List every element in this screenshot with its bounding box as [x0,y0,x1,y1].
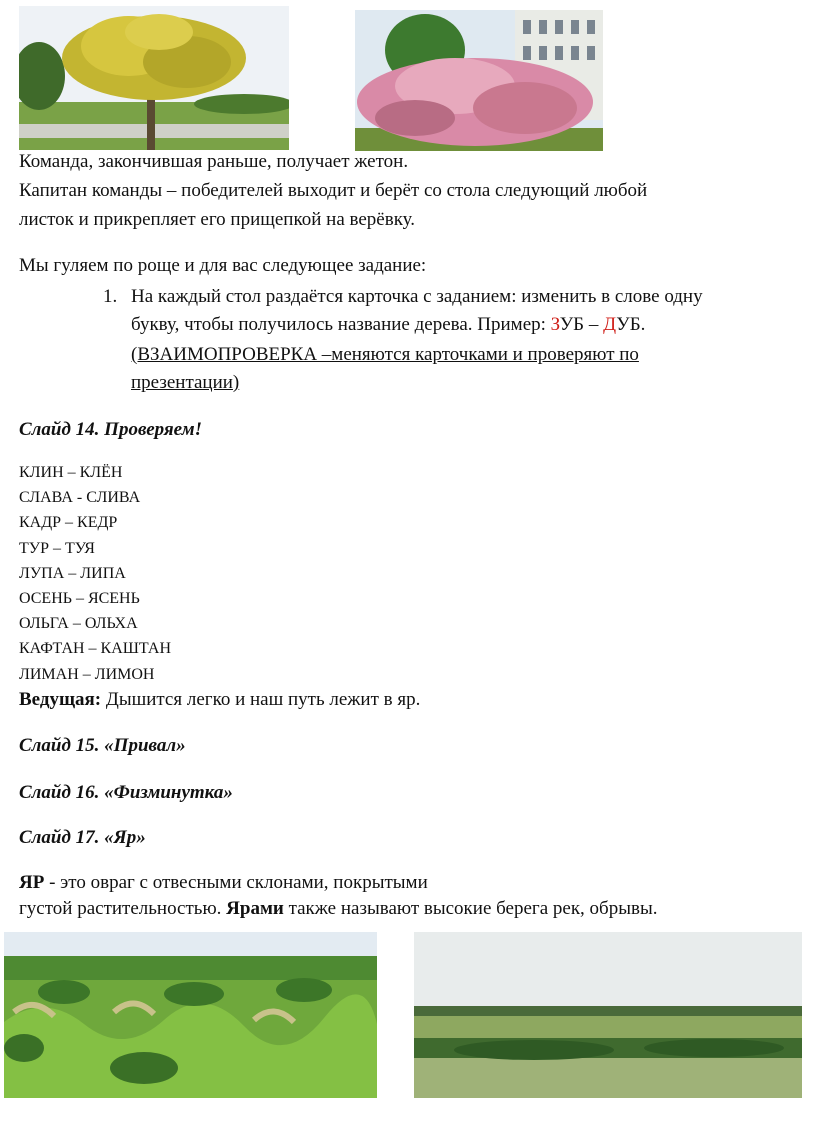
word-pair-item: ЛУПА – ЛИПА [19,564,126,582]
slide-16-heading: Слайд 16. «Физминутка» [19,782,233,803]
yar-definition-line-1 [19,872,428,894]
task-text-line-1: На каждый стол раздаётся карточка с заданием: изменить в слове одну [131,286,703,307]
example-letter-1: З [550,314,560,335]
task-lead: Мы гуляем по роще и для вас следующее задание: [19,255,427,276]
word-pair-item: СЛАВА - СЛИВА [19,489,141,507]
yar-definition-line-2 [19,898,657,920]
yar-definition-2-pre: густой растительностью. [19,898,227,919]
word-pair-item: ОЛЬГА – ОЛЬХА [19,615,138,633]
yar-definition-1: - это овраг с отвесными склонами, покрытыми [44,872,428,893]
yar-term: ЯР [19,872,45,893]
word-pair-item: КЛИН – КЛЁН [19,464,123,481]
host-label: Ведущая: [19,689,102,710]
word-pair-item: ОСЕНЬ – ЯСЕНЬ [19,590,140,607]
yar-term-plural: Ярами [226,898,284,919]
word-pair-item: КАДР – КЕДР [19,514,118,532]
word-pair-item: ТУР – ТУЯ [19,539,95,557]
task-text-line-2 [131,314,645,336]
word-pair-item: ЛИМАН – ЛИМОН [19,665,155,683]
tree-photo-pink [355,10,603,151]
ravine-photo-green [4,932,377,1098]
ravine-photo-steppe [414,932,802,1098]
host-line [19,689,420,711]
slide-14-heading: Слайд 14. Проверяем! [19,419,203,440]
tree-photo-yellow [19,6,289,150]
intro-line-2: Капитан команды – победителей выходит и берёт со стола следующий любой [19,180,648,201]
intro-line-3: листок и прикрепляет его прищепкой на верёвку. [19,209,416,230]
example-word-1-rest: УБ – [559,314,604,335]
yar-definition-2-post: также называют высокие берега рек, обрывы. [283,898,658,919]
example-letter-2: Д [603,314,617,335]
word-pair-item: КАФТАН – КАШТАН [19,640,171,658]
task-text-line-3: (ВЗАИМОПРОВЕРКА –меняются карточками и проверяют по [131,344,639,365]
example-word-2-rest: УБ. [616,314,646,335]
intro-line-1: Команда, закончившая раньше, получает жетон. [19,151,409,172]
task-number: 1. [103,286,118,307]
task-text-line-2-main: букву, чтобы получилось название дерева. Пример: [131,314,551,335]
slide-17-heading: Слайд 17. «Яр» [19,827,146,848]
slide-15-heading: Слайд 15. «Привал» [19,735,186,756]
host-text: Дышится легко и наш путь лежит в яр. [101,689,421,710]
task-text-line-4: презентации) [131,372,240,393]
